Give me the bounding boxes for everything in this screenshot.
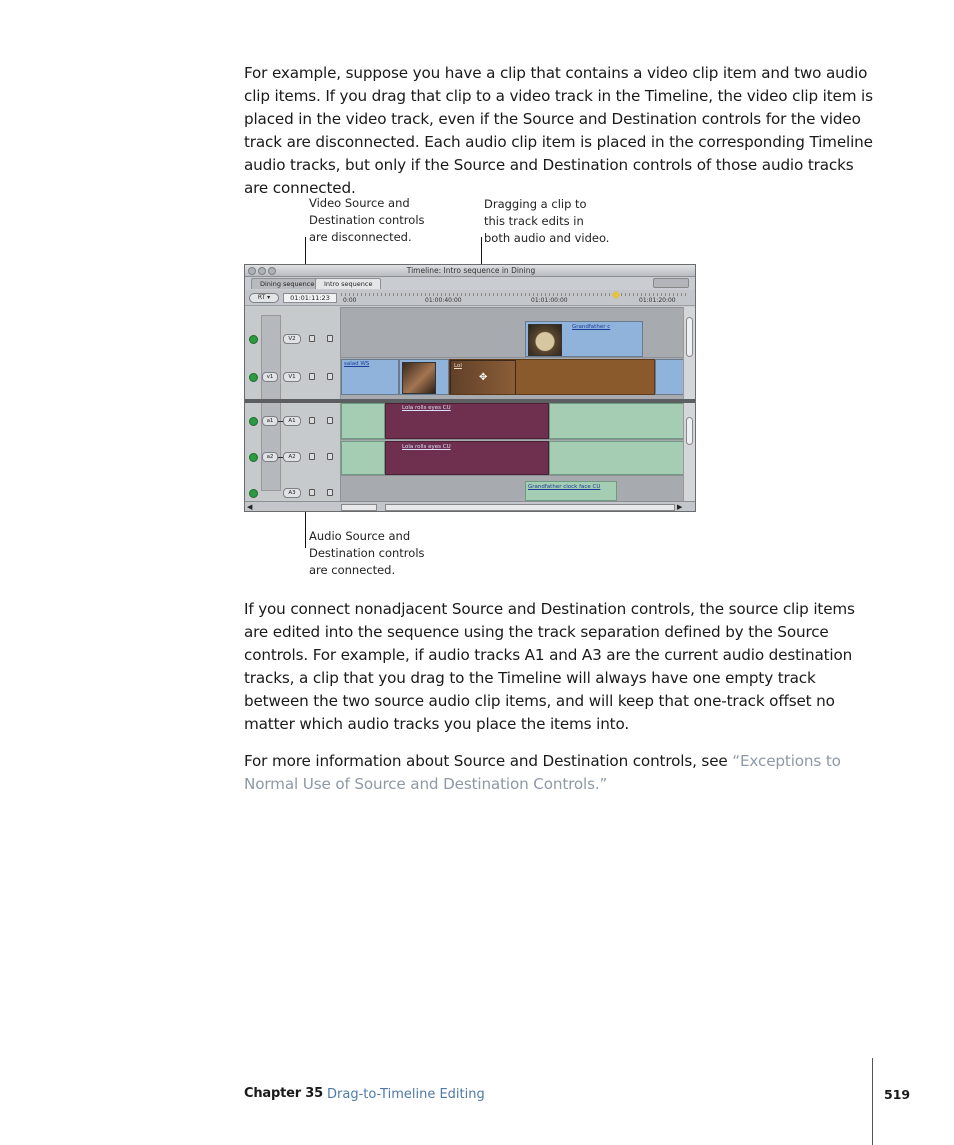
callout-line: this track edits in <box>484 214 584 228</box>
audio-speaker-icon[interactable]: ◀ <box>247 503 253 511</box>
ruler-ticks <box>341 293 687 296</box>
clip-label: Grandfather c <box>572 324 611 330</box>
callout-line: are connected. <box>309 563 396 577</box>
video-scrollbar[interactable] <box>683 307 695 399</box>
page-number: 519 <box>884 1087 911 1102</box>
clip-audio-a1-right[interactable] <box>549 403 685 439</box>
link-icon[interactable] <box>327 335 333 342</box>
zoom-slider[interactable] <box>341 504 377 511</box>
clip-grandfather-video[interactable] <box>525 321 643 357</box>
window-title: Timeline: Intro sequence in Dining <box>406 266 536 275</box>
clip-video-end[interactable] <box>655 359 685 395</box>
drag-clip-callout <box>484 196 609 247</box>
audio-enable-a2[interactable] <box>249 453 258 462</box>
dragged-video-clip[interactable] <box>449 359 655 395</box>
audio-scrollbar[interactable] <box>683 403 695 501</box>
source-controls-column <box>261 315 281 491</box>
clip-thumbnail <box>402 362 436 394</box>
ruler-tick-label: 0:00 <box>343 297 357 304</box>
callout-line: are disconnected. <box>309 230 412 244</box>
link-icon[interactable] <box>327 489 333 496</box>
link-icon[interactable] <box>327 453 333 460</box>
ruler-tick-label: 01:00:40:00 <box>425 297 462 304</box>
clip-label: Lola rolls eyes CU <box>402 444 451 450</box>
clip-label: salad WS <box>344 361 370 367</box>
time-ruler[interactable] <box>341 292 687 304</box>
title-bar <box>245 265 696 277</box>
timeline-bottom-bar <box>245 501 696 512</box>
clip-label: Lola rolls eyes CU <box>402 405 451 411</box>
clip-label: Grandfather clock face CU <box>528 484 601 490</box>
footer-chapter-title[interactable]: Drag-to-Timeline Editing <box>327 1087 485 1102</box>
clip-audio-a2-left[interactable] <box>341 441 385 475</box>
tab-intro-sequence[interactable]: Intro sequence <box>315 278 381 289</box>
scroll-thumb[interactable] <box>686 317 693 357</box>
clip-thumbnail <box>528 324 562 356</box>
more-info-paragraph <box>244 750 876 796</box>
dest-control-a2[interactable]: A2 <box>283 452 301 462</box>
link-icon[interactable] <box>327 417 333 424</box>
dest-control-a1[interactable]: A1 <box>283 416 301 426</box>
lock-icon[interactable] <box>309 335 315 342</box>
track-visibility-v1[interactable] <box>249 373 258 382</box>
snapping-toggle[interactable] <box>653 278 689 288</box>
ruler-tick-label: 01:01:00:00 <box>531 297 568 304</box>
dest-control-v1[interactable]: V1 <box>283 372 301 382</box>
video-controls-callout <box>309 195 425 246</box>
track-area[interactable] <box>341 307 685 501</box>
patch-connection-a1 <box>278 421 283 422</box>
track-divider <box>341 439 696 440</box>
more-info-text: For more information about Source and Destination controls, see <box>244 752 733 770</box>
track-visibility-v2[interactable] <box>249 335 258 344</box>
lock-icon[interactable] <box>309 373 315 380</box>
callout-line: Dragging a clip to <box>484 197 587 211</box>
lock-icon[interactable] <box>309 453 315 460</box>
dragged-audio-a2[interactable] <box>385 441 549 475</box>
clip-audio-a1-left[interactable] <box>341 403 385 439</box>
track-header-column <box>245 307 341 501</box>
rt-menu[interactable]: RT ▾ <box>249 293 279 303</box>
source-control-a1[interactable]: a1 <box>262 416 278 426</box>
lock-icon[interactable] <box>309 489 315 496</box>
audio-controls-callout <box>309 528 425 579</box>
timecode-field[interactable]: 01:01:11:23 <box>283 293 337 303</box>
clip-audio-a2-right[interactable] <box>549 441 685 475</box>
clip-label: Lol <box>454 363 462 369</box>
callout-line: Destination controls <box>309 546 425 560</box>
clip-video-thumb[interactable] <box>399 359 449 395</box>
ruler-tick-label: 01:01:20:00 <box>639 297 676 304</box>
callout-line: Destination controls <box>309 213 425 227</box>
video-audio-separator[interactable] <box>245 399 696 403</box>
dragged-audio-a1[interactable] <box>385 403 549 439</box>
drag-cursor-icon: ✥ <box>479 372 488 383</box>
callout-line: both audio and video. <box>484 231 610 245</box>
callout-line: Audio Source and <box>309 529 411 543</box>
track-divider <box>341 475 696 476</box>
track-divider <box>341 307 696 308</box>
scroll-thumb[interactable] <box>686 417 693 445</box>
tab-dining-sequence[interactable]: Dining sequence <box>251 278 323 289</box>
clip-salad-ws[interactable] <box>341 359 399 395</box>
audio-enable-a3[interactable] <box>249 489 258 498</box>
lock-icon[interactable] <box>309 417 315 424</box>
scroll-right-icon[interactable]: ▶ <box>677 503 683 511</box>
source-control-v1[interactable]: v1 <box>262 372 278 382</box>
callout-line: Video Source and <box>309 196 410 210</box>
nonadjacent-paragraph: If you connect nonadjacent Source and Destination controls, the source clip items are edited into the sequence using the track separation defined by the Source controls. For example, if audio tracks A1 and A3 are the current audio destination tracks, a clip that you drag to the Timeline will always have one empty track between the two source audio clip items, and will keep that one-track offset no matter which audio tracks you place the items into. <box>244 600 855 733</box>
dest-control-a3[interactable]: A3 <box>283 488 301 498</box>
dest-control-v2[interactable]: V2 <box>283 334 301 344</box>
exceptions-link[interactable]: “Exceptions to Normal Use of Source and Destination Controls.” <box>244 752 841 793</box>
patch-connection-a2 <box>278 457 283 458</box>
intro-paragraph: For example, suppose you have a clip that contains a video clip item and two audio clip items. If you drag that clip to a video track in the Timeline, the video clip item is placed in the video track, even if the Source and Destination controls for the video track are disconnected. Each audio clip item is placed in the corresponding Timeline audio tracks, but only if the Source and Destination controls of those audio tracks are connected. <box>244 64 873 197</box>
timeline-control-bar <box>245 290 696 306</box>
audio-enable-a1[interactable] <box>249 417 258 426</box>
clip-grandfather-audio[interactable] <box>525 481 617 501</box>
link-icon[interactable] <box>327 373 333 380</box>
track-divider <box>341 357 696 358</box>
timeline-window <box>244 264 696 512</box>
footer-divider <box>872 1058 873 1145</box>
source-control-a2[interactable]: a2 <box>262 452 278 462</box>
horizontal-scrollbar[interactable] <box>385 504 675 511</box>
footer-chapter: Chapter 35 <box>244 1086 323 1101</box>
